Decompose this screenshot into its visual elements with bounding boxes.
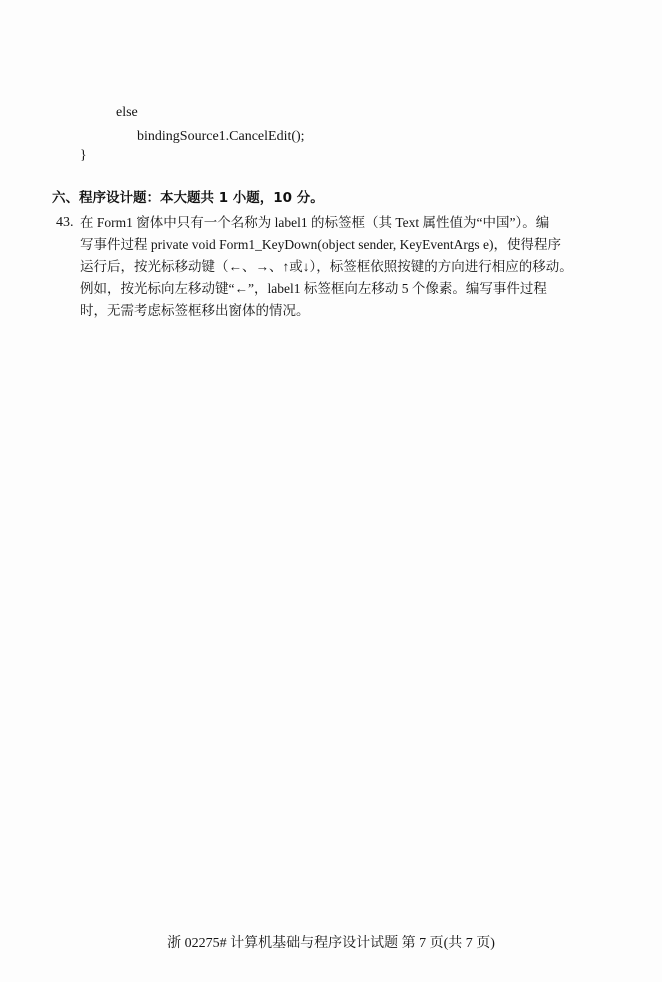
section-heading: 六、程序设计题：本大题共 1 小题，10 分。 xyxy=(52,190,324,206)
page-footer: 浙 02275# 计算机基础与程序设计试题 第 7 页(共 7 页) xyxy=(167,936,495,951)
code-line-cancel-edit: bindingSource1.CancelEdit(); xyxy=(137,129,305,144)
code-line-closing-brace: } xyxy=(80,148,87,163)
question-text-line-4: 例如，按光标向左移动键“←”，label1 标签框向左移动 5 个像素。编写事件过程 xyxy=(80,281,547,296)
question-text-line-5: 时，无需考虑标签框移出窗体的情况。 xyxy=(80,303,310,318)
question-text-line-1: 在 Form1 窗体中只有一个名称为 label1 的标签框（其 Text 属性值为“中国”）。编 xyxy=(80,215,550,230)
question-text-line-3: 运行后，按光标移动键（←、→、↑或↓），标签框依照按键的方向进行相应的移动。 xyxy=(80,259,573,274)
code-line-else: else xyxy=(116,105,138,120)
question-text-line-2: 写事件过程 private void Form1_KeyDown(object sender, KeyEventArgs e)，使得程序 xyxy=(80,237,561,252)
question-number: 43. xyxy=(56,215,74,230)
